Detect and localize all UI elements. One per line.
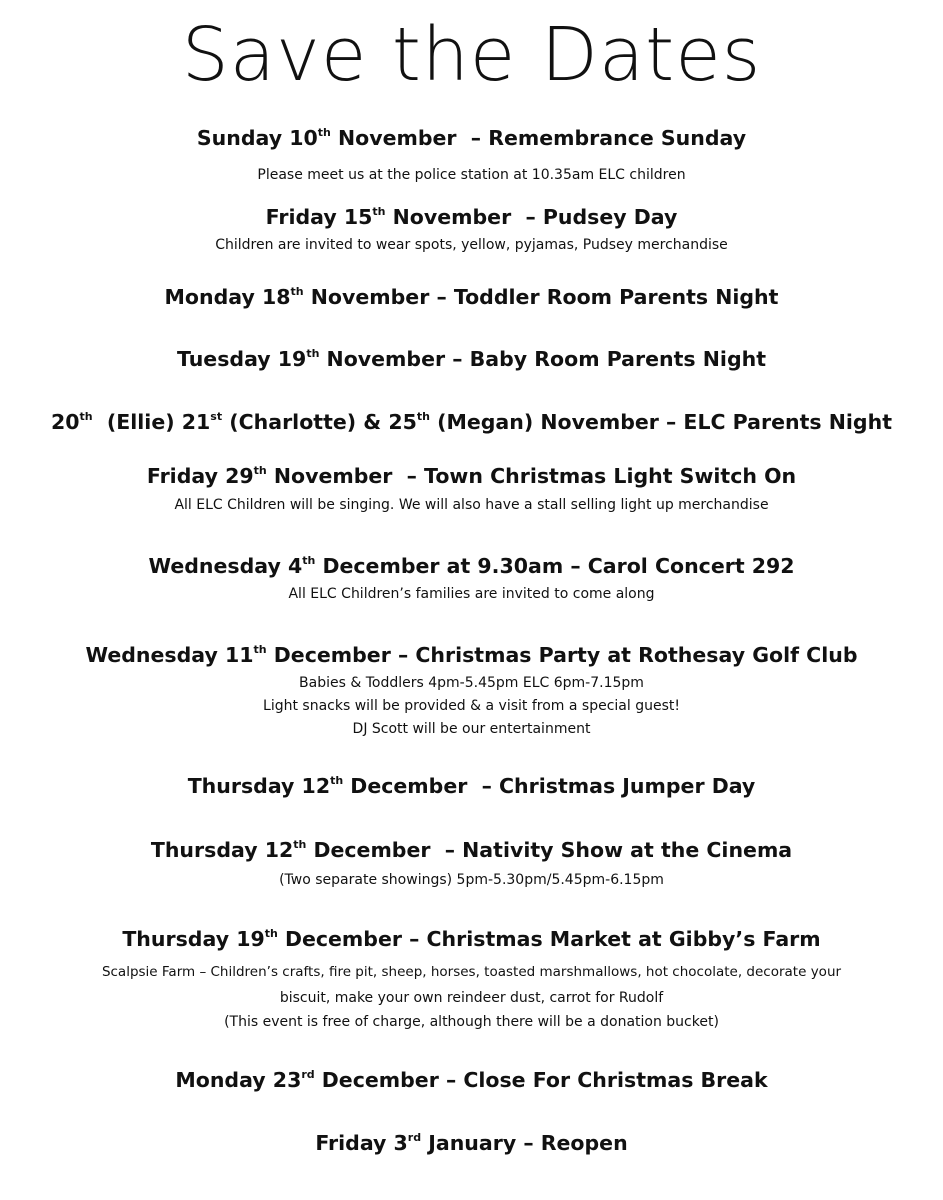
event-heading: Friday 15th November – Pudsey Day (265, 205, 678, 229)
event-heading: Monday 23rd December – Close For Christmas Break (175, 1068, 768, 1092)
event-detail: Scalpsie Farm – Children’s crafts, fire pit, sheep, horses, toasted marshmallows, hot chocolate, decorate your (101, 964, 842, 980)
event-detail: Please meet us at the police station at 10.35am ELC children (257, 167, 686, 183)
page-title: Save the Dates (181, 12, 762, 98)
event-detail: Children are invited to wear spots, yellow, pyjamas, Pudsey merchandise (215, 237, 728, 253)
event-detail: Light snacks will be provided & a visit from a special guest! (263, 698, 680, 714)
event-heading: Wednesday 4th December at 9.30am – Carol Concert 292 (148, 554, 795, 578)
event-detail: All ELC Children will be singing. We will also have a stall selling light up merchandise (174, 497, 769, 513)
event-heading: Friday 3rd January – Reopen (315, 1131, 628, 1155)
event-heading: Tuesday 19th November – Baby Room Parents Night (176, 347, 767, 371)
event-detail: Babies & Toddlers 4pm-5.45pm ELC 6pm-7.15pm (299, 675, 644, 691)
event-heading: 20th (Ellie) 21st (Charlotte) & 25th (Megan) November – ELC Parents Night (50, 410, 892, 434)
event-detail: DJ Scott will be our entertainment (352, 721, 591, 737)
event-detail: (This event is free of charge, although there will be a donation bucket) (224, 1014, 719, 1030)
event-detail: biscuit, make your own reindeer dust, carrot for Rudolf (279, 990, 664, 1006)
event-heading: Friday 29th November – Town Christmas Light Switch On (146, 464, 797, 488)
event-detail: All ELC Children’s families are invited to come along (288, 586, 655, 602)
event-heading: Wednesday 11th December – Christmas Party at Rothesay Golf Club (85, 643, 858, 667)
event-detail: (Two separate showings) 5pm-5.30pm/5.45pm-6.15pm (279, 872, 664, 888)
event-heading: Thursday 19th December – Christmas Market at Gibby’s Farm (122, 927, 821, 951)
event-heading: Monday 18th November – Toddler Room Parents Night (164, 285, 779, 309)
event-heading: Sunday 10th November – Remembrance Sunday (196, 126, 747, 150)
event-heading: Thursday 12th December – Nativity Show at the Cinema (150, 838, 793, 862)
event-heading: Thursday 12th December – Christmas Jumper Day (187, 774, 756, 798)
